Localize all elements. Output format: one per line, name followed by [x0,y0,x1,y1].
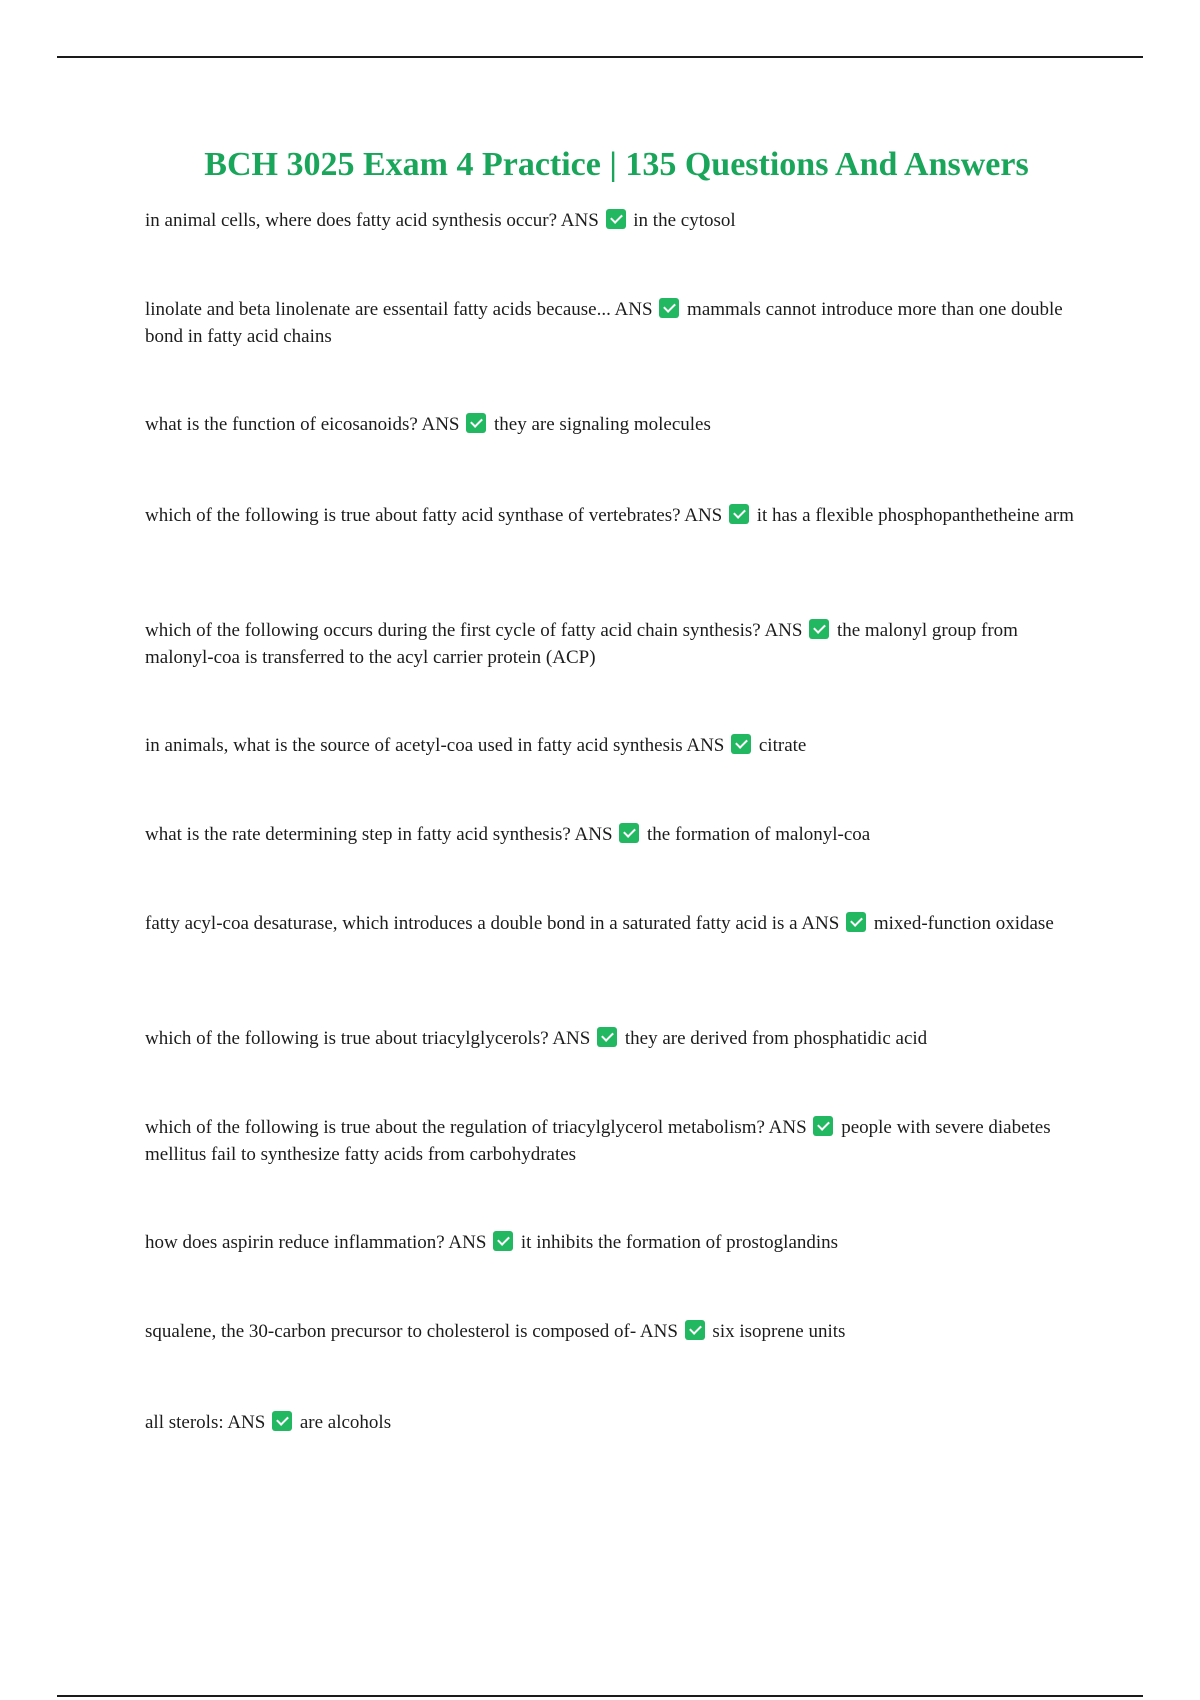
top-rule [57,56,1143,58]
answer-text: the malonyl group from malonyl-coa is transferred to the acyl carrier protein (ACP) [145,620,1018,668]
question-text: how does aspirin reduce inflammation? ANS [145,1232,487,1253]
document-title: BCH 3025 Exam 4 Practice | 135 Questions And Answers [204,146,1029,183]
qa-item [145,1409,1085,1436]
check-square-icon [809,619,829,639]
question-text: which of the following occurs during the first cycle of fatty acid chain synthesis? ANS [145,620,803,641]
qa-item [145,296,1085,350]
check-square-icon [619,823,639,843]
qa-item [145,207,1085,234]
check-square-icon [493,1231,513,1251]
qa-item [145,617,1085,671]
qa-item [145,1229,1085,1256]
check-square-icon [272,1411,292,1431]
answer-text: they are derived from phosphatidic acid [624,1028,928,1049]
qa-item [145,1114,1085,1168]
answer-text: they are signaling molecules [494,414,711,435]
qa-item [145,732,1085,759]
answer-text: citrate [758,735,807,756]
check-square-icon [606,209,626,229]
check-square-icon [729,504,749,524]
qa-item [145,411,1085,438]
question-text: linolate and beta linolenate are essentail fatty acids because... ANS [145,299,653,320]
bottom-rule [57,1695,1143,1697]
question-text: fatty acyl-coa desaturase, which introduces a double bond in a saturated fatty acid is a ANS [145,913,840,934]
check-square-icon [597,1027,617,1047]
answer-text: people with severe diabetes mellitus fail to synthesize fatty acids from carbohydrates [145,1117,1051,1165]
check-square-icon [466,413,486,433]
question-text: which of the following is true about the regulation of triacylglycerol metabolism? ANS [145,1117,807,1138]
question-text: in animals, what is the source of acetyl-coa used in fatty acid synthesis ANS [145,735,725,756]
answer-text: mammals cannot introduce more than one double bond in fatty acid chains [145,299,1063,347]
question-text: what is the rate determining step in fatty acid synthesis? ANS [145,824,613,845]
question-text: in animal cells, where does fatty acid synthesis occur? ANS [145,210,599,231]
check-square-icon [731,734,751,754]
qa-item [145,821,1085,848]
answer-text: six isoprene units [712,1321,846,1342]
check-square-icon [659,298,679,318]
qa-item [145,1025,1085,1052]
answer-text: it has a flexible phosphopanthetheine arm [756,505,1074,526]
answer-text: it inhibits the formation of prostoglandins [520,1232,839,1253]
question-text: squalene, the 30-carbon precursor to cholesterol is composed of- ANS [145,1321,678,1342]
qa-item [145,910,1085,937]
qa-item [145,1318,1085,1345]
question-text: what is the function of eicosanoids? ANS [145,414,460,435]
question-text: which of the following is true about fatty acid synthase of vertebrates? ANS [145,505,723,526]
check-square-icon [685,1320,705,1340]
qa-item [145,502,1085,529]
answer-text: the formation of malonyl-coa [647,824,871,845]
answer-text: in the cytosol [633,210,736,231]
question-text: which of the following is true about triacylglycerols? ANS [145,1028,591,1049]
answer-text: are alcohols [299,1412,392,1433]
question-text: all sterols: ANS [145,1412,266,1433]
answer-text: mixed-function oxidase [873,913,1054,934]
check-square-icon [813,1116,833,1136]
check-square-icon [846,912,866,932]
